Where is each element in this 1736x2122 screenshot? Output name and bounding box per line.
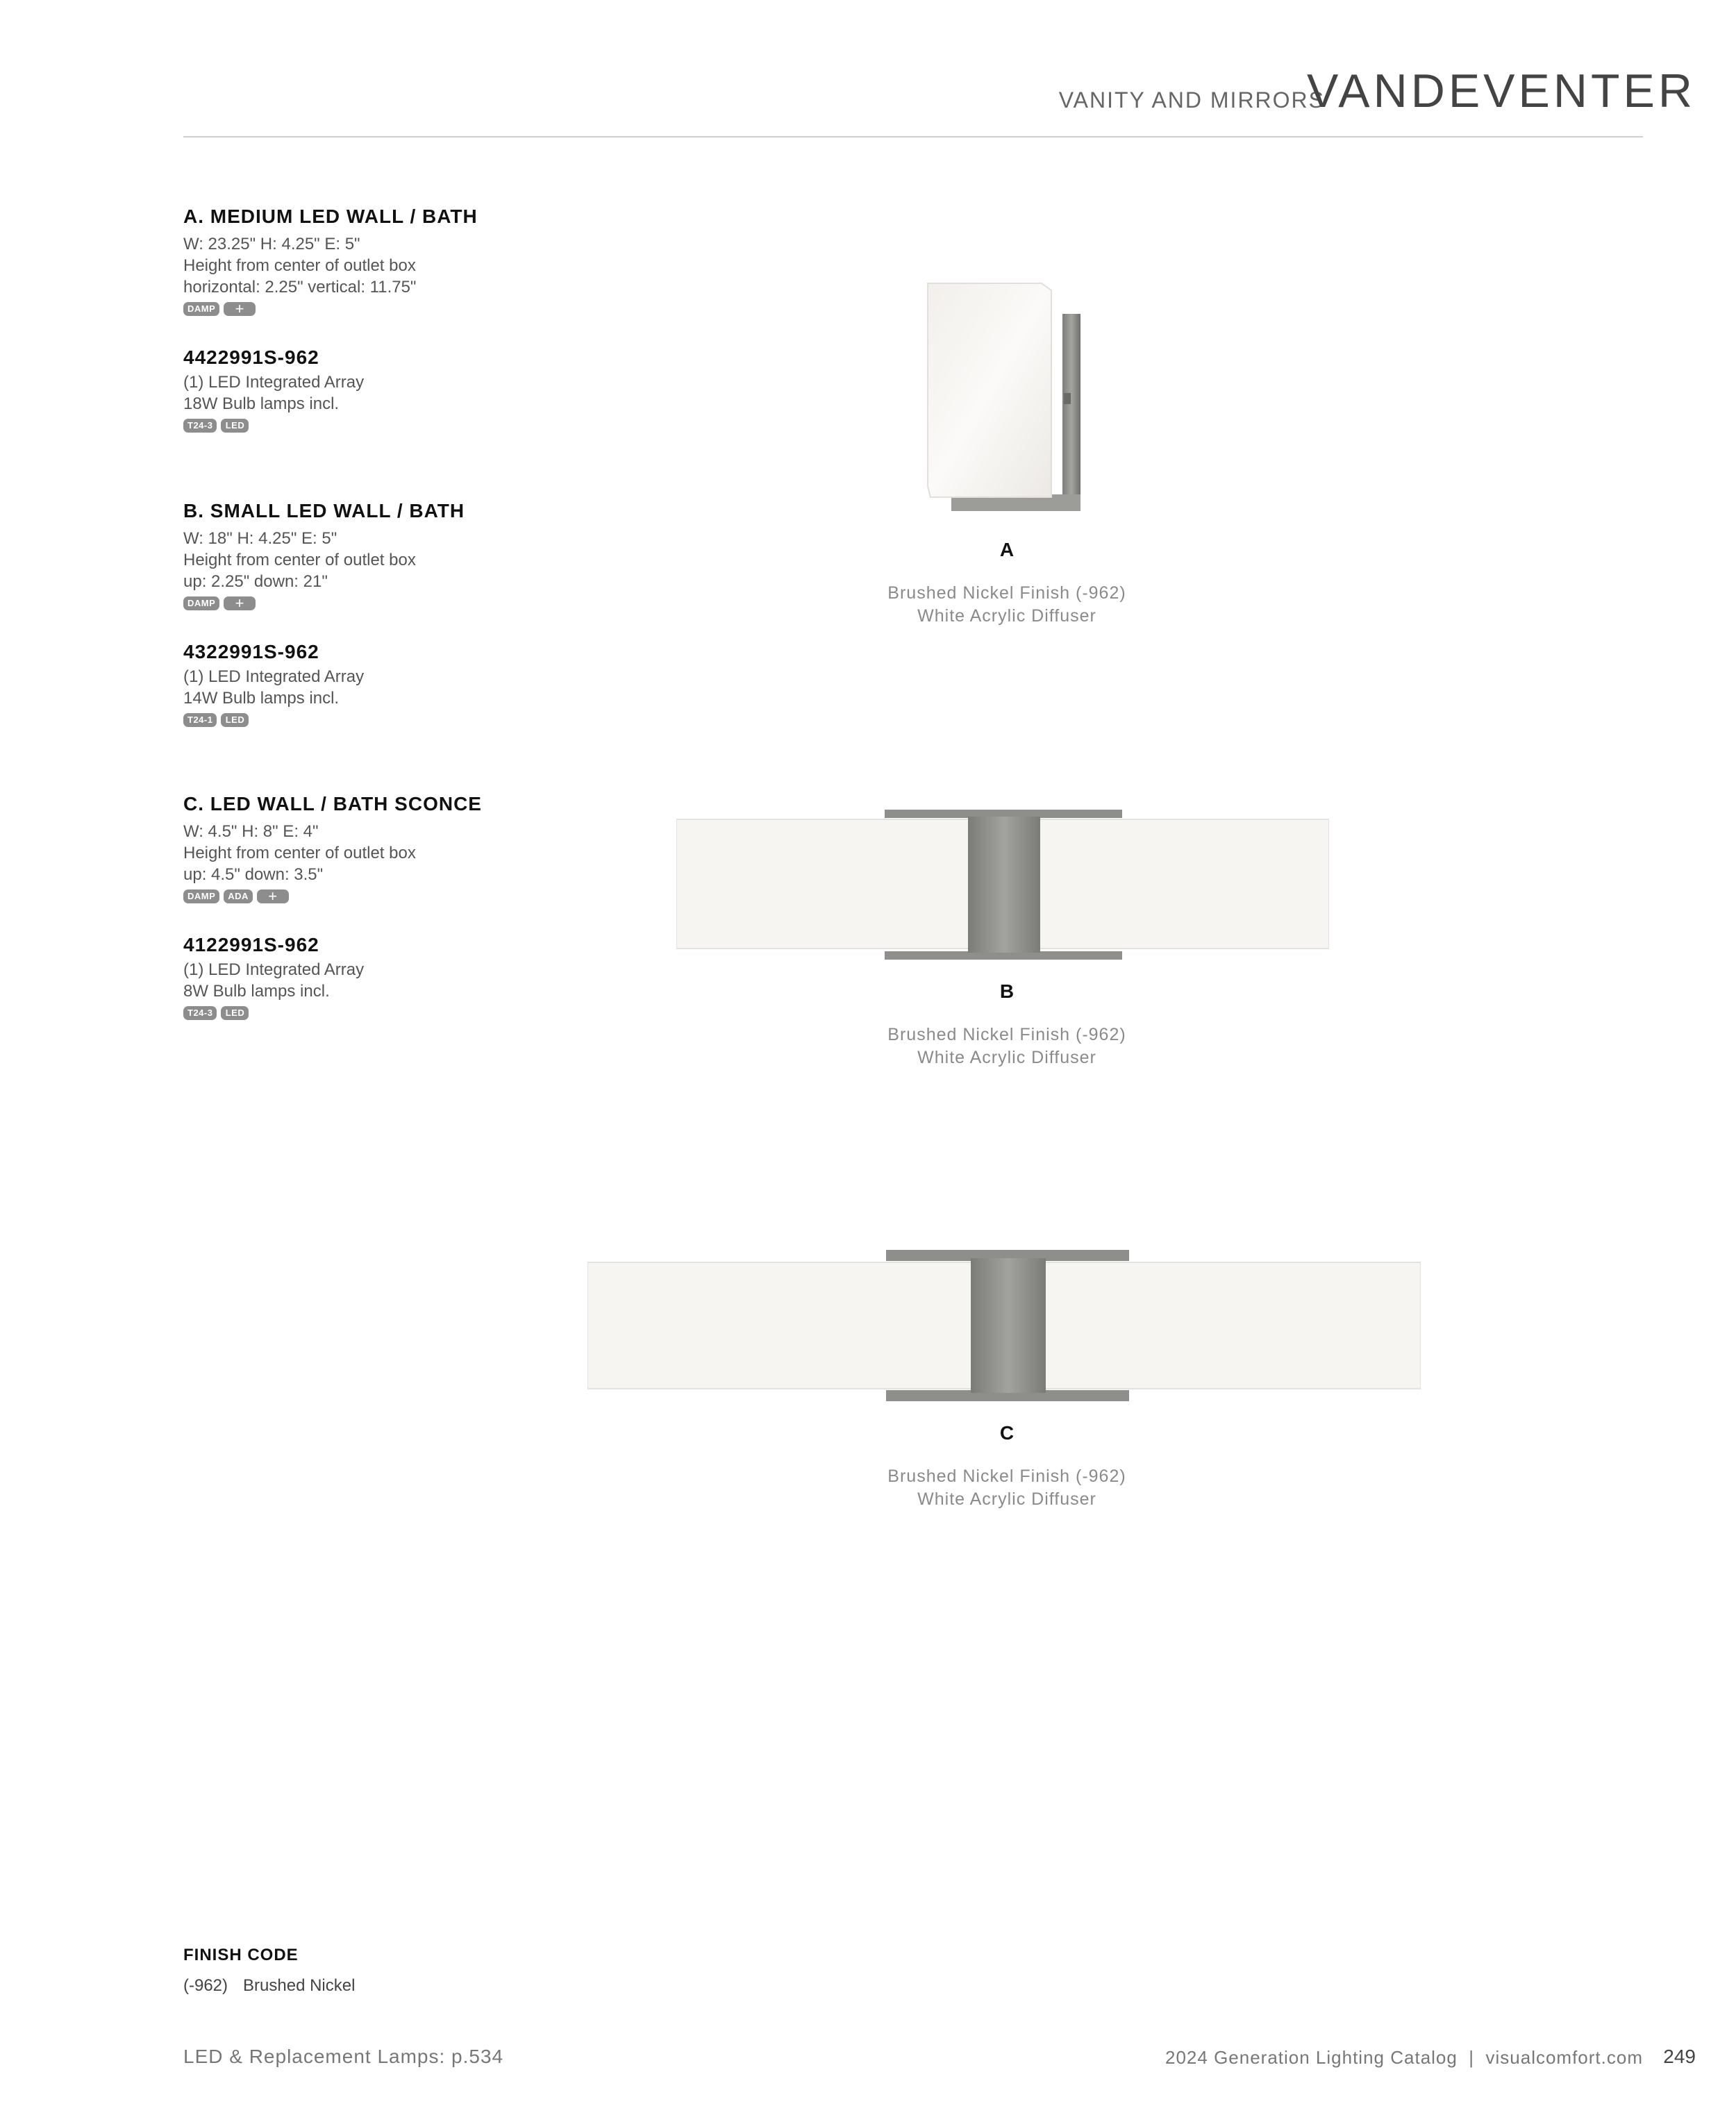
outlet-values: up: 4.5" down: 3.5" [183, 865, 324, 884]
damp-badge: DAMP [183, 889, 219, 903]
finish-name: Brushed Nickel [243, 1976, 356, 1995]
sku-number: 4322991S-962 [183, 641, 319, 662]
rating-badges [183, 596, 572, 610]
sku-badges [183, 419, 572, 433]
product-image-c [587, 1250, 1421, 1401]
outlet-label: Height from center of outlet box [183, 551, 416, 569]
lamp-info: (1) LED Integrated Array [183, 667, 365, 686]
sku-block [183, 346, 572, 433]
finish-caption: Brushed Nickel Finish (-962) [887, 1467, 1126, 1486]
dimensions: W: 4.5" H: 8" E: 4" [183, 822, 319, 841]
sku-block [183, 641, 572, 727]
product-spec-a [183, 206, 572, 433]
lamp-info: (1) LED Integrated Array [183, 960, 365, 979]
product-spec-b [183, 500, 572, 727]
diffuser-caption: White Acrylic Diffuser [917, 606, 1096, 626]
outlet-values: up: 2.25" down: 21" [183, 572, 328, 591]
section-title: VANITY AND MIRRORS [1058, 87, 1325, 112]
caption-b [799, 980, 1215, 1069]
bulb-info: 8W Bulb lamps incl. [183, 982, 330, 1001]
caption-a [799, 539, 1215, 628]
sku-number: 4422991S-962 [183, 346, 319, 368]
product-title: B. SMALL LED WALL / BATH [183, 500, 465, 521]
plus-badge: + [224, 596, 256, 610]
product-title: A. MEDIUM LED WALL / BATH [183, 206, 478, 227]
product-title: C. LED WALL / BATH SCONCE [183, 793, 482, 814]
outlet-label: Height from center of outlet box [183, 256, 416, 275]
image-letter: C [999, 1422, 1015, 1444]
t24-badge: T24-3 [183, 1006, 217, 1020]
outlet-values: horizontal: 2.25" vertical: 11.75" [183, 278, 417, 296]
footer-lamps-reference: LED & Replacement Lamps: p.534 [183, 2046, 504, 2067]
plus-badge: + [257, 889, 289, 903]
diffuser-caption: White Acrylic Diffuser [917, 1489, 1096, 1509]
led-badge: LED [221, 419, 249, 433]
page-number: 249 [1663, 2046, 1696, 2067]
diffuser-caption: White Acrylic Diffuser [917, 1048, 1096, 1067]
sku-badges [183, 1006, 572, 1020]
rating-badges [183, 889, 572, 903]
led-badge: LED [221, 713, 249, 727]
damp-badge: DAMP [183, 302, 219, 316]
sku-block [183, 934, 572, 1020]
sku-number: 4122991S-962 [183, 934, 319, 955]
lamp-info: (1) LED Integrated Array [183, 373, 365, 392]
bulb-info: 18W Bulb lamps incl. [183, 394, 340, 413]
finish-caption: Brushed Nickel Finish (-962) [887, 1025, 1126, 1044]
product-spec-c [183, 793, 572, 1020]
finish-code: (-962) [183, 1976, 228, 1995]
image-letter: B [999, 980, 1015, 1002]
t24-badge: T24-3 [183, 419, 217, 433]
outlet-label: Height from center of outlet box [183, 844, 416, 862]
finish-code-row [183, 1976, 355, 1996]
t24-badge: T24-1 [183, 713, 217, 727]
caption-c [799, 1422, 1215, 1511]
plus-badge: + [224, 302, 256, 316]
led-badge: LED [221, 1006, 249, 1020]
image-letter: A [999, 539, 1015, 560]
finish-caption: Brushed Nickel Finish (-962) [887, 583, 1126, 603]
collection-title: VANDEVENTER [1306, 65, 1696, 117]
product-image-b [676, 810, 1329, 960]
footer-catalog-info: 2024 Generation Lighting Catalog | visualcomfort.com [1165, 2047, 1643, 2068]
finish-code-title: FINISH CODE [183, 1946, 299, 1964]
bulb-info: 14W Bulb lamps incl. [183, 689, 340, 708]
ada-badge: ADA [224, 889, 253, 903]
damp-badge: DAMP [183, 596, 219, 610]
sku-badges [183, 713, 572, 727]
dimensions: W: 23.25" H: 4.25" E: 5" [183, 235, 360, 253]
rating-badges [183, 302, 572, 316]
header-divider [183, 136, 1643, 137]
dimensions: W: 18" H: 4.25" E: 5" [183, 529, 337, 548]
product-image-a [917, 278, 1097, 521]
